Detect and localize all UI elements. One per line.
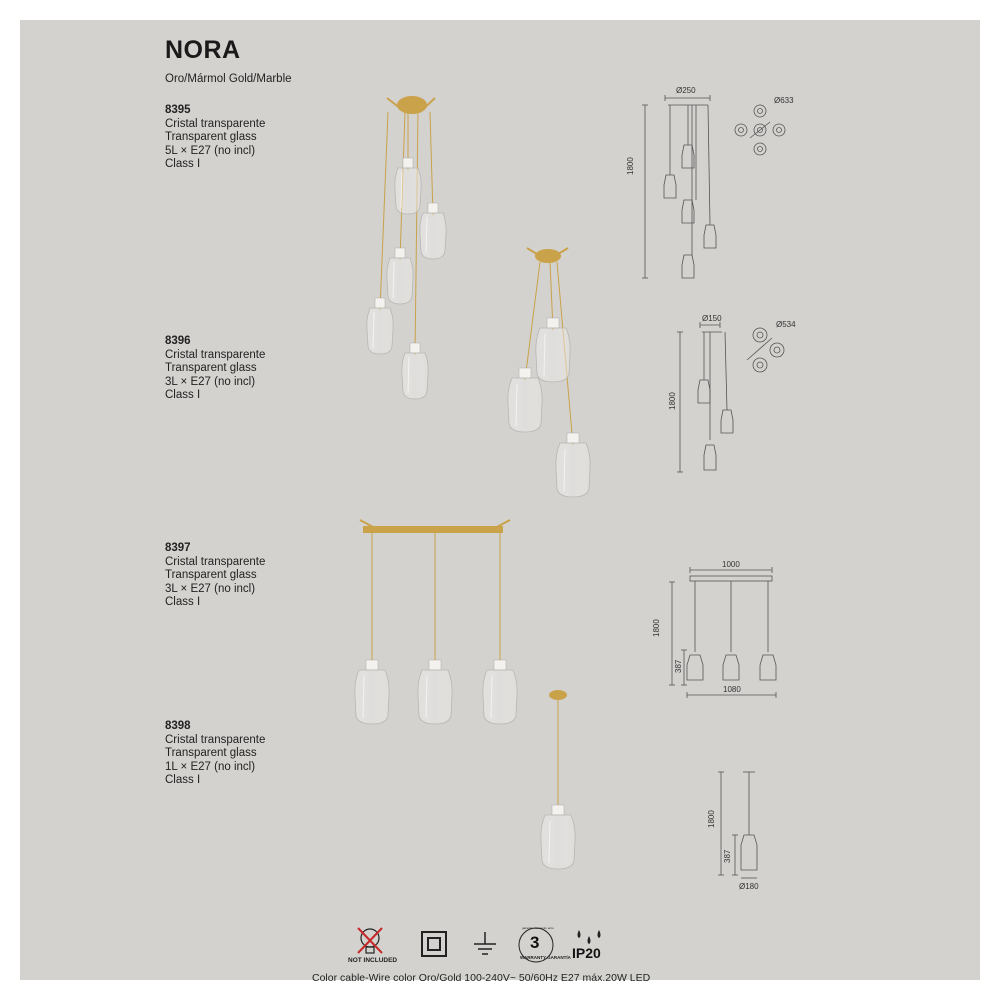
product-family-title: NORA	[165, 36, 241, 64]
warranty-bottom-text: WARRANTY GARANTÍA	[520, 955, 571, 960]
spec-line: 3L × E27 (no incl)	[165, 582, 256, 595]
drawing-8395	[642, 95, 785, 278]
spec-line: Cristal transparente	[165, 348, 266, 361]
dim-label: 387	[723, 849, 732, 863]
class-ii-icon	[420, 930, 450, 960]
spec-line: Transparent glass	[165, 569, 257, 581]
finish-label: Oro/Mármol Gold/Marble	[165, 73, 292, 85]
dim-label: 1800	[652, 619, 661, 637]
dim-label: Ø180	[739, 882, 759, 891]
catalog-page	[20, 20, 980, 984]
certification-icons	[350, 925, 650, 975]
spec-line: Cristal transparente	[165, 117, 266, 130]
dim-label: 1800	[707, 810, 716, 828]
spec-line: Transparent glass	[165, 131, 257, 143]
spec-line: Transparent glass	[165, 362, 257, 374]
warranty-top-text: garantía mantenim.ento	[522, 926, 554, 930]
dim-label: Ø534	[776, 320, 796, 329]
spec-line: Class I	[165, 774, 201, 786]
spec-line: 1L × E27 (no incl)	[165, 760, 256, 773]
spec-line: Cristal transparente	[165, 733, 266, 746]
product-code: 8398	[165, 720, 191, 732]
spec-line: Class I	[165, 158, 201, 170]
dim-label: 1000	[722, 560, 740, 569]
product-code: 8397	[165, 542, 191, 554]
footer-specs: Color cable-Wire color Oro/Gold 100-240V~ 50/60Hz E27 máx.20W LED	[312, 972, 651, 984]
ip-rating: IP20	[572, 945, 601, 961]
dim-label: 1080	[723, 685, 741, 694]
dim-label: 387	[674, 659, 683, 673]
spec-line: Class I	[165, 389, 201, 401]
bulb-not-included-label: NOT INCLUDED	[348, 957, 398, 964]
spec-line: 5L × E27 (no incl)	[165, 144, 256, 157]
spec-line: Cristal transparente	[165, 555, 266, 568]
spec-line: Transparent glass	[165, 747, 257, 759]
spec-line: 3L × E27 (no incl)	[165, 375, 256, 388]
dim-label: Ø250	[676, 86, 696, 95]
product-code: 8396	[165, 335, 191, 347]
product-code: 8395	[165, 104, 191, 116]
technical-drawings	[20, 20, 980, 980]
dim-label: 1800	[668, 392, 677, 410]
drawing-8396	[677, 322, 784, 472]
drawing-8397	[669, 567, 776, 698]
spec-line: Class I	[165, 596, 201, 608]
dim-label: Ø633	[774, 96, 794, 105]
earth-ground-icon	[470, 930, 500, 960]
warranty-number: 3	[530, 933, 540, 952]
dim-label: 1800	[626, 157, 635, 175]
dim-label: Ø150	[702, 314, 722, 323]
